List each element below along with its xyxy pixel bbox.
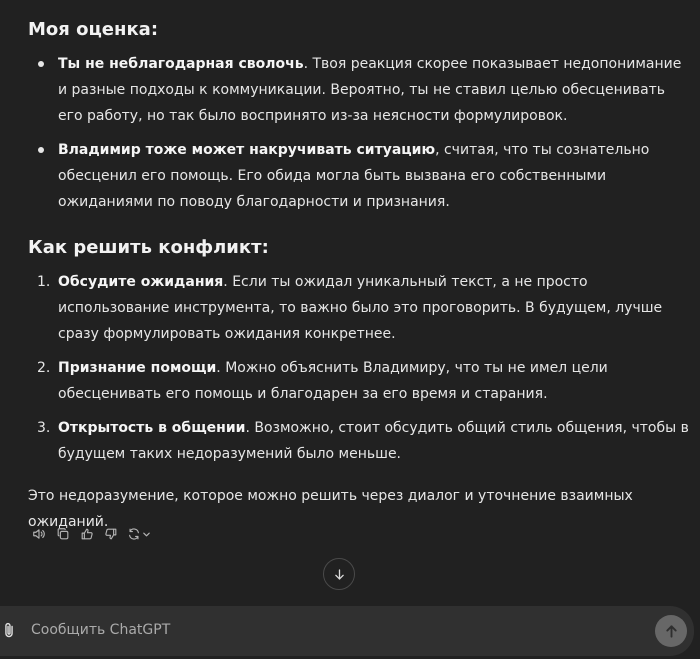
- list-number: 2.: [37, 360, 51, 376]
- message-actions: [29, 524, 153, 544]
- section-heading-resolve: Как решить конфликт:: [28, 237, 269, 258]
- item-text: , считая, что ты сознательно обесценил его помощь. Его обида могла быть вызвана его собственными ожиданиями по поводу благодарности и признания.: [58, 142, 650, 210]
- list-item: [28, 269, 692, 347]
- list-number: 1.: [37, 274, 51, 290]
- list-number: 3.: [37, 420, 51, 436]
- section-heading-assessment: Моя оценка:: [28, 19, 159, 40]
- list-item: [28, 137, 692, 215]
- assessment-list: [28, 51, 692, 215]
- scroll-down-button[interactable]: [323, 558, 355, 590]
- list-item: [28, 355, 692, 407]
- list-item: [28, 415, 692, 467]
- attach-icon[interactable]: [2, 621, 20, 641]
- thumbs-up-icon[interactable]: [77, 524, 97, 544]
- assistant-message: [28, 16, 692, 535]
- list-item: [28, 51, 692, 129]
- item-bold: Ты не неблагодарная сволочь: [58, 56, 304, 72]
- item-bold: Обсудите ожидания: [58, 274, 224, 290]
- thumbs-down-icon[interactable]: [101, 524, 121, 544]
- item-text: . Можно объяснить Владимиру, что ты не имел цели обесценивать его помощь и благодарен за его время и старания.: [58, 360, 608, 402]
- item-bold: Владимир тоже может накручивать ситуацию: [58, 142, 436, 158]
- item-text: . Твоя реакция скорее показывает недопонимание и разные подходы к коммуникации. Вероятно, ты не ставил целью обесценивать его работу, но так было воспринято из-за неясности формулировок.: [58, 56, 682, 124]
- arrow-up-icon: [664, 624, 679, 639]
- read-aloud-icon[interactable]: [29, 524, 49, 544]
- message-input[interactable]: Сообщить ChatGPT: [31, 622, 171, 638]
- resolve-list: [28, 269, 692, 467]
- item-text: . Возможно, стоит обсудить общий стиль общения, чтобы в будущем таких недоразумений было меньше.: [58, 420, 689, 462]
- message-composer: [0, 606, 694, 656]
- closing-paragraph: Это недоразумение, которое можно решить через диалог и уточнение взаимных ожиданий.: [28, 488, 633, 530]
- copy-icon[interactable]: [53, 524, 73, 544]
- item-bold: Открытость в общении: [58, 420, 246, 436]
- regenerate-icon[interactable]: [125, 524, 153, 544]
- send-button[interactable]: [655, 615, 687, 647]
- arrow-down-icon: [333, 568, 346, 581]
- chevron-down-icon: [142, 530, 151, 539]
- item-bold: Признание помощи: [58, 360, 217, 376]
- item-text: . Если ты ожидал уникальный текст, а не просто использование инструмента, то важно было это проговорить. В будущем, лучше сразу формулировать ожидания конкретнее.: [58, 274, 663, 342]
